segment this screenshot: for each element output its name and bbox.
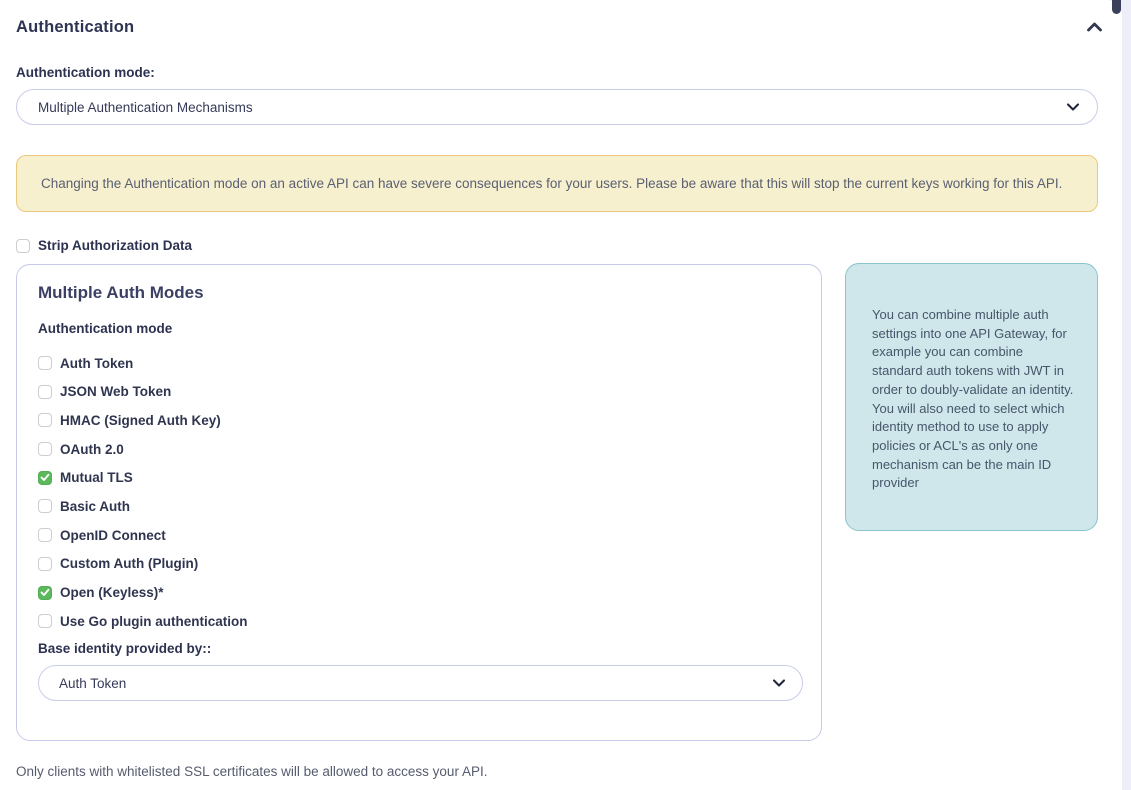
auth-option-checkbox[interactable] <box>38 356 52 370</box>
auth-option-checkbox[interactable] <box>38 528 52 542</box>
auth-option-checkbox[interactable] <box>38 586 52 600</box>
chevron-down-icon <box>1066 100 1080 115</box>
panel-title: Multiple Auth Modes <box>38 283 204 302</box>
auth-mode-select-value: Multiple Authentication Mechanisms <box>38 99 253 115</box>
collapse-section-button[interactable] <box>1083 17 1105 39</box>
auth-mode-select[interactable] <box>16 89 1098 125</box>
multi-auth-help-box <box>845 263 1098 531</box>
auth-option-label: Custom Auth (Plugin) <box>60 556 199 572</box>
auth-option-label: OAuth 2.0 <box>60 441 124 457</box>
strip-authorization-label: Strip Authorization Data <box>38 238 192 253</box>
multi-auth-help-text: You can combine multiple auth settings into one API Gateway, for example you can combine standard auth tokens with JWT in order to doubly-validate an identity. You will also need to select which identity method to use to apply policies or ACL's as only one mechanism can be the main ID provider <box>872 307 1074 491</box>
auth-option-basic-auth[interactable] <box>38 499 248 513</box>
auth-option-checkbox[interactable] <box>38 499 52 513</box>
checkmark-icon <box>40 588 50 597</box>
base-identity-select-value: Auth Token <box>59 675 127 691</box>
auth-mode-warning <box>16 155 1098 212</box>
auth-option-checkbox[interactable] <box>38 557 52 571</box>
auth-option-use-go-plugin-authentication[interactable] <box>38 614 248 628</box>
strip-authorization-row[interactable] <box>16 238 192 253</box>
chevron-up-icon <box>1086 21 1103 36</box>
auth-option-label: Auth Token <box>60 355 134 371</box>
auth-option-label: HMAC (Signed Auth Key) <box>60 412 221 428</box>
page-title: Authentication <box>16 18 135 36</box>
auth-option-mutual-tls[interactable] <box>38 471 248 485</box>
auth-option-json-web-token[interactable] <box>38 385 248 399</box>
auth-option-label: OpenID Connect <box>60 527 166 543</box>
auth-option-checkbox[interactable] <box>38 442 52 456</box>
warning-text: Changing the Authentication mode on an active API can have severe consequences for your users. Please be aware that this will stop the current keys working for this API. <box>41 176 1063 191</box>
panel-auth-mode-label: Authentication mode <box>38 321 173 336</box>
checkmark-icon <box>40 473 50 482</box>
auth-mode-label: Authentication mode: <box>16 65 155 80</box>
auth-option-checkbox[interactable] <box>38 385 52 399</box>
auth-option-openid-connect[interactable] <box>38 528 248 542</box>
auth-option-checkbox[interactable] <box>38 413 52 427</box>
auth-option-checkbox[interactable] <box>38 614 52 628</box>
auth-option-hmac-signed-auth-key[interactable] <box>38 413 248 427</box>
mtls-footer-note: Only clients with whitelisted SSL certificates will be allowed to access your API. <box>16 764 488 779</box>
auth-option-label: Use Go plugin authentication <box>60 613 248 629</box>
chevron-down-icon <box>772 676 786 691</box>
auth-option-oauth-2-0[interactable] <box>38 442 248 456</box>
base-identity-select[interactable] <box>38 665 803 701</box>
scrollbar-thumb[interactable] <box>1112 0 1121 14</box>
auth-option-label: Basic Auth <box>60 498 131 514</box>
auth-option-label: JSON Web Token <box>60 384 172 400</box>
base-identity-label: Base identity provided by:: <box>38 641 212 656</box>
auth-option-custom-auth-plugin[interactable] <box>38 557 248 571</box>
strip-authorization-checkbox[interactable] <box>16 239 30 253</box>
multiple-auth-modes-panel <box>16 264 822 741</box>
auth-option-checkbox[interactable] <box>38 471 52 485</box>
auth-option-auth-token[interactable] <box>38 356 248 370</box>
auth-options-list <box>38 356 248 643</box>
auth-option-label: Open (Keyless)* <box>60 585 164 600</box>
auth-option-label: Mutual TLS <box>60 470 133 486</box>
auth-option-open-keyless[interactable] <box>38 586 248 600</box>
